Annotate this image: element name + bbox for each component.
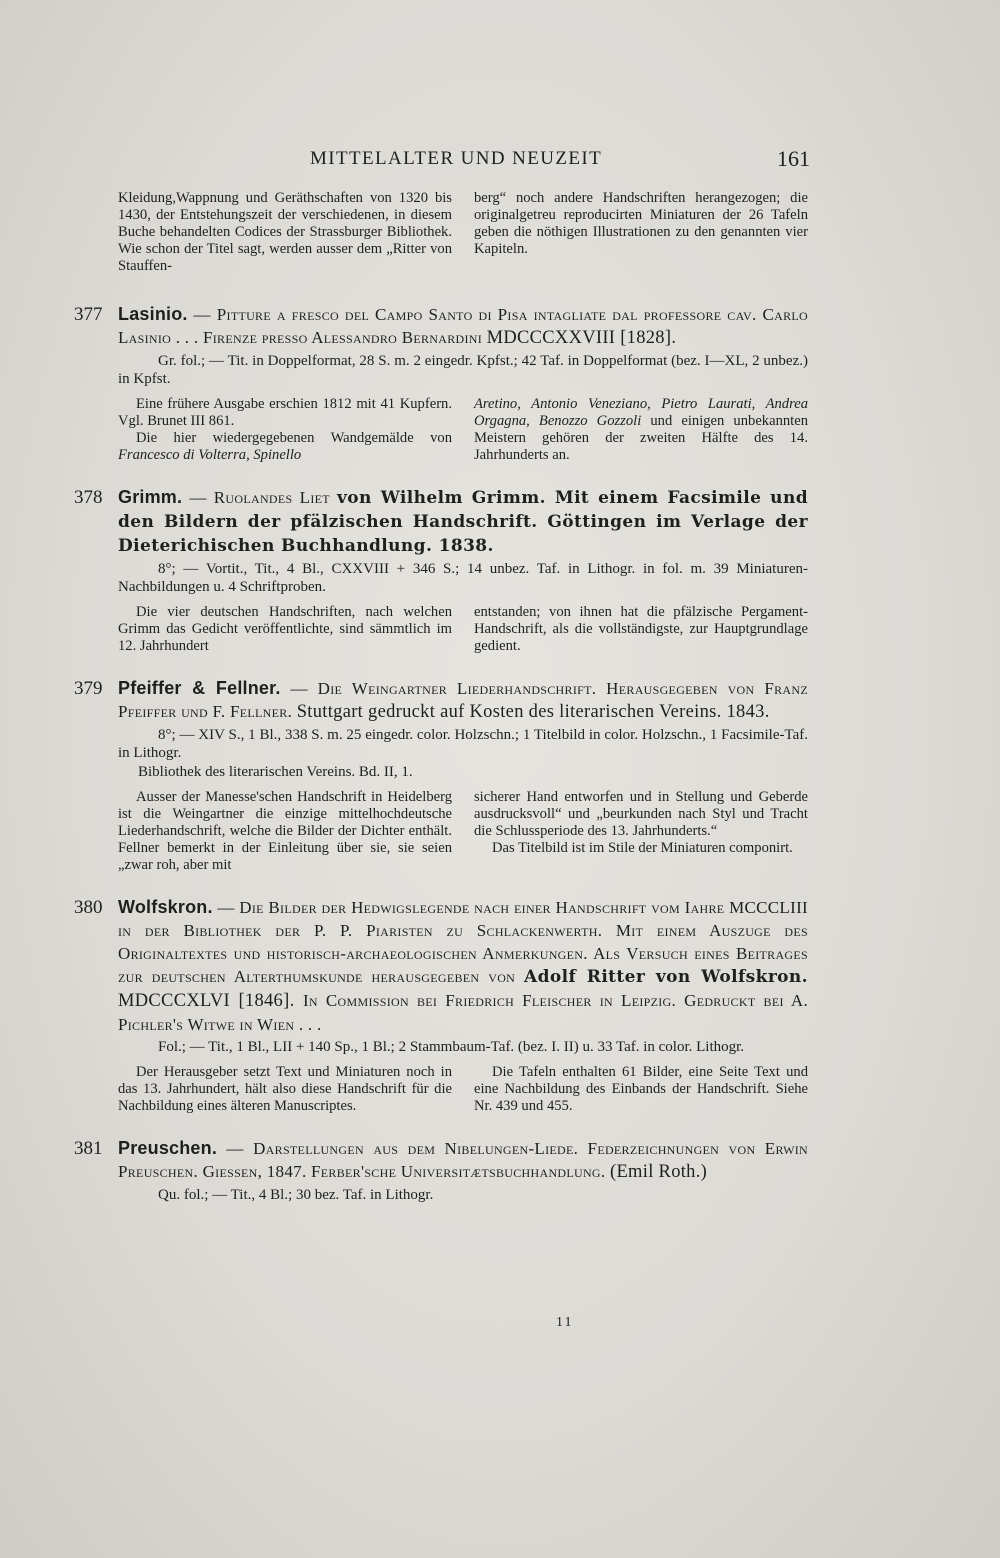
note-left: Der Herausgeber setzt Text und Miniaturen noch in das 13. Jahrhundert, hält also diese Handschrift für die Nachbildung eines älteren Manuscriptes. xyxy=(118,1064,452,1114)
entry-number: 380 xyxy=(74,897,103,918)
entry-collation: Fol.; — Tit., 1 Bl., LII + 140 Sp., 1 Bl.; 2 Stammbaum-Taf. (bez. I. II) u. 33 Taf. in color. Lithogr. xyxy=(158,1039,745,1055)
entry-title-text: Die Weingartner Liederhandschrift. Herausgegeben von Franz Pfeiffer und F. Fellner. xyxy=(118,679,808,721)
entry-title-text: Die Bilder der Hedwigslegende nach einer Handschrift vom Iahre MCCCLIII in der Bibliothek der P. P. Piaristen zu Schlackenwerth. Mit einem Auszuge des Originaltextes und historisch-archaeologischen Anmerkungen. Als Versuch eines Beitrages zur deutschen Alterthumskunde herausgegeben von xyxy=(118,898,808,986)
entry-title xyxy=(118,303,808,350)
entry-notes xyxy=(118,396,808,464)
entry-title-text: Ruolandes Liet xyxy=(213,488,338,507)
entry-dash: — xyxy=(212,898,240,917)
note-text: Die hier wiedergegebenen Wandgemälde von xyxy=(136,430,452,446)
running-title: MITTELALTER UND NEUZEIT xyxy=(310,148,603,169)
signature-mark: 11 xyxy=(556,1315,574,1330)
note-left: Ausser der Manesse'schen Handschrift in Heidelberg ist die Weingartner die einzige mittelhochdeutsche Liederhandschrift, welche die Bilder der Dichter enthält. Fellner bemerkt in der Einleitung über sie, sie seien „zwar roh, aber mit xyxy=(118,789,452,873)
continuation-right: berg“ noch andere Handschriften herangezogen; die originalgetreu reproducirten Miniaturen der 26 Tafeln geben die nöthigen Illustrationen zu den genannten vier Kapiteln. xyxy=(474,190,808,257)
entry-title xyxy=(118,677,808,724)
note-right: entstanden; von ihnen hat die pfälzische Pergament-Handschrift, als die vollständigste, zur Hauptgrundlage gedient. xyxy=(474,604,808,654)
entry-title-imprint: In Commission bei Friedrich Fleischer in Leipzig. Gedruckt bei A. Pichler's Witwe in Wien . . . xyxy=(118,991,808,1034)
catalog-entry-377 xyxy=(74,303,808,464)
entry-series: Bibliothek des literarischen Vereins. Bd. II, 1. xyxy=(138,764,413,780)
catalog-entry-378 xyxy=(74,486,808,655)
note-left: Die vier deutschen Handschriften, nach welchen Grimm das Gedicht veröffentlichte, sind sämmtlich im 12. Jahrhundert xyxy=(118,604,452,654)
entry-author: Grimm. xyxy=(118,487,183,507)
page-header xyxy=(118,148,808,174)
note-left-1: Eine frühere Ausgabe erschien 1812 mit 41 Kupfern. Vgl. Brunet III 861. xyxy=(118,396,452,429)
entry-notes xyxy=(118,789,808,874)
note-right: Die Tafeln enthalten 61 Bilder, eine Seite Text und eine Nachbildung des Einbands der Handschrift. Siehe Nr. 439 und 455. xyxy=(474,1064,808,1114)
entry-title-date: MDCCCXLVI [1846]. xyxy=(118,991,303,1011)
entry-title-imprint: Stuttgart gedruckt auf Kosten des literarischen Vereins. 1843. xyxy=(296,702,770,722)
note-text: und einigen unbekannten Meistern gehören der zweiten Hälfte des 14. Jahrhunderts an. xyxy=(474,413,808,463)
entry-number: 377 xyxy=(74,304,103,325)
entry-notes xyxy=(118,1064,808,1115)
catalog-entry-381 xyxy=(74,1137,808,1204)
entry-title-date: MDCCCXXVIII [1828]. xyxy=(486,328,677,348)
note-right-1: sicherer Hand entworfen und in Stellung und Geberde ausdrucksvoll“ und „beurkunden nach Styl und Tracht die Schlussperiode des 13. Jahrhunderts.“ xyxy=(474,789,808,839)
entry-title-text: Darstellungen aus dem Nibelungen-Liede. Federzeichnungen von Erwin Preuschen. Giessen, 1847. Ferber'sche Universitætsbuchhandlung. xyxy=(118,1139,808,1181)
entry-author: Lasinio. xyxy=(118,304,188,324)
entry-notes xyxy=(118,604,808,655)
entry-dash: — xyxy=(187,305,217,324)
entry-title-fraktur: Adolf Ritter von Wolfskron. xyxy=(523,967,808,987)
entry-title xyxy=(118,1137,808,1184)
entry-number: 378 xyxy=(74,487,103,508)
entry-dash: — xyxy=(217,1139,254,1158)
entry-title xyxy=(118,486,808,558)
entry-collation: 8°; — XIV S., 1 Bl., 338 S. m. 25 eingedr. color. Holzschn.; 1 Titelbild in color. Holzschn., 1 Facsimile-Taf. in Lithogr. xyxy=(118,727,808,761)
entry-dash: — xyxy=(280,679,318,698)
page-content xyxy=(74,190,808,1204)
entry-title-text: Pitture a fresco del Campo Santo di Pisa intagliate dal professore cav. Carlo Lasinio . . . Firenze presso Alessandro Bernardini xyxy=(118,305,808,347)
continuation-left: Kleidung,Wappnung und Geräthschaften von 1320 bis 1430, der Entstehungszeit der verschiedenen, in diesem Buche behandelten Codices der Strassburger Bibliothek. Wie schon der Titel sagt, werden ausser dem „Ritter von Stauffen- xyxy=(118,190,452,274)
entry-number: 381 xyxy=(74,1138,103,1159)
page-number: 161 xyxy=(777,146,810,171)
entry-number: 379 xyxy=(74,678,103,699)
note-italic: Francesco di Volterra, Spinello xyxy=(118,447,302,463)
entry-collation: Qu. fol.; — Tit., 4 Bl.; 30 bez. Taf. in Lithogr. xyxy=(158,1187,434,1203)
catalog-entry-380 xyxy=(74,896,808,1115)
entry-author: Preuschen. xyxy=(118,1138,218,1158)
entry-author: Wolfskron. xyxy=(118,897,213,917)
note-right-2: Das Titelbild ist im Stile der Miniaturen componirt. xyxy=(492,840,793,856)
entry-title xyxy=(118,896,808,1036)
note-left-2 xyxy=(118,430,452,464)
continuation-notes xyxy=(118,190,808,275)
entry-dash: — xyxy=(182,488,214,507)
entry-title-publisher: (Emil Roth.) xyxy=(610,1162,708,1182)
entry-collation: Gr. fol.; — Tit. in Doppelformat, 28 S. m. 2 eingedr. Kpfst.; 42 Taf. in Doppelformat (bez. I—XL, 2 unbez.) in Kpfst. xyxy=(118,353,808,387)
entry-title-fraktur: von Wilhelm Grimm. Mit einem Facsimile und den Bildern der pfälzischen Handschrift. Göttingen im Verlage der Dieterichischen Buchhandlung. 1838. xyxy=(118,488,808,556)
note-right xyxy=(474,396,808,464)
note-italic: Aretino, Antonio Veneziano, Pietro Laurati, Andrea Orgagna, Benozzo Gozzoli xyxy=(474,396,808,429)
entry-collation: 8°; — Vortit., Tit., 4 Bl., CXXVIII + 346 S.; 14 unbez. Taf. in Lithogr. in fol. m. 39 Miniaturen-Nachbildungen u. 4 Schriftproben. xyxy=(118,561,808,595)
catalog-entry-379 xyxy=(74,677,808,874)
entry-author: Pfeiffer & Fellner. xyxy=(118,678,281,698)
